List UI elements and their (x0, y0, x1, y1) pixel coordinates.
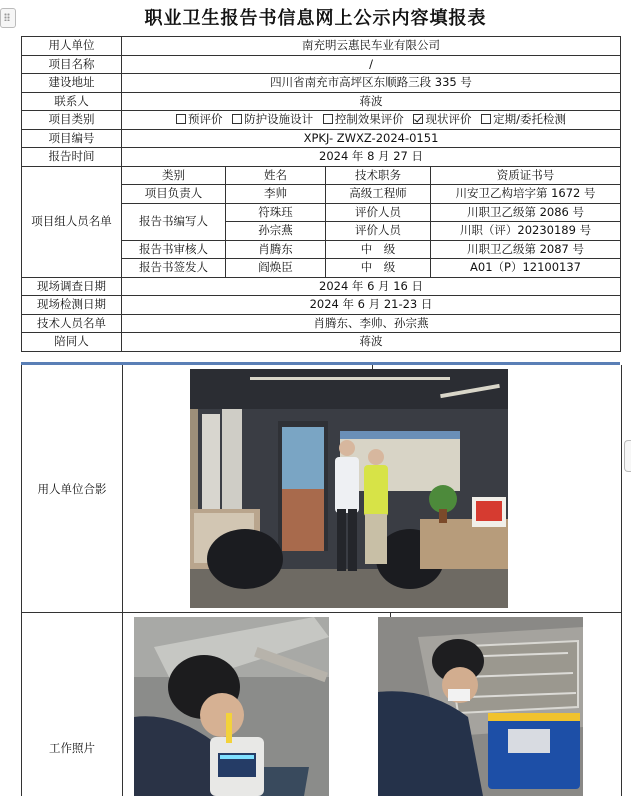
member-category: 报告书审核人 (122, 240, 226, 259)
row-report-time (22, 148, 621, 167)
employer-label: 用人单位 (22, 37, 122, 56)
project-name-label: 项目名称 (22, 55, 122, 74)
checkbox-checked-icon[interactable] (413, 114, 423, 124)
member-title: 评价人员 (326, 203, 431, 222)
project-name-value: / (122, 55, 621, 74)
member-cert: 川职卫乙级第 2086 号 (431, 203, 621, 222)
address-value: 四川省南充市高坪区东顺路三段 335 号 (122, 74, 621, 93)
row-project-code (22, 129, 621, 148)
technicians-value: 肖腾东、李帅、孙宗燕 (122, 314, 621, 333)
technicians-label: 技术人员名单 (22, 314, 122, 333)
row-escort (22, 333, 621, 352)
option-pre-evaluation[interactable]: 预评价 (176, 112, 223, 126)
member-title: 评价人员 (326, 222, 431, 241)
checkbox-icon[interactable] (481, 114, 491, 124)
member-title: 中 级 (326, 259, 431, 278)
checkbox-icon[interactable] (232, 114, 242, 124)
row-project-name (22, 55, 621, 74)
right-panel-handle[interactable] (624, 440, 631, 472)
escort-label: 陪同人 (22, 333, 122, 352)
contact-value: 蒋波 (122, 92, 621, 111)
team-label: 项目组人员名单 (22, 166, 122, 277)
member-name: 肖腾东 (226, 240, 326, 259)
member-cert: 川安卫乙构培字第 1672 号 (431, 185, 621, 204)
member-category: 项目负责人 (122, 185, 226, 204)
member-name: 符珠珏 (226, 203, 326, 222)
team-header-title: 技术职务 (326, 166, 431, 185)
row-technicians (22, 314, 621, 333)
member-title: 中 级 (326, 240, 431, 259)
report-time-label: 报告时间 (22, 148, 122, 167)
employer-value: 南充明云惠民车业有限公司 (122, 37, 621, 56)
row-testing-date (22, 296, 621, 315)
member-cert: A01（P）12100137 (431, 259, 621, 278)
option-periodic-testing[interactable]: 定期/委托检测 (481, 112, 566, 126)
project-code-value: XPKJ- ZWXZ-2024-0151 (122, 129, 621, 148)
work-photo-label: 工作照片 (49, 741, 95, 755)
option-control-effect[interactable]: 控制效果评价 (323, 112, 404, 126)
photo-section (21, 365, 622, 796)
survey-date-value: 2024 年 6 月 16 日 (122, 277, 621, 296)
group-photo (190, 369, 508, 608)
project-code-label: 项目编号 (22, 129, 122, 148)
address-label: 建设地址 (22, 74, 122, 93)
escort-value: 蒋波 (122, 333, 621, 352)
member-category: 报告书签发人 (122, 259, 226, 278)
member-category: 报告书编写人 (122, 203, 226, 240)
team-header-cert: 资质证书号 (431, 166, 621, 185)
team-header-name: 姓名 (226, 166, 326, 185)
option-protection-design[interactable]: 防护设施设计 (232, 112, 313, 126)
work-photo-left (134, 617, 329, 796)
row-survey-date (22, 277, 621, 296)
team-header-row (22, 166, 621, 185)
disclosure-form-table (21, 36, 621, 352)
checkbox-icon[interactable] (323, 114, 333, 124)
row-employer (22, 37, 621, 56)
testing-date-value: 2024 年 6 月 21-23 日 (122, 296, 621, 315)
team-header-category: 类别 (122, 166, 226, 185)
member-cert: 川职卫乙级第 2087 号 (431, 240, 621, 259)
work-photo-right (378, 617, 583, 796)
row-project-type (22, 111, 621, 130)
testing-date-label: 现场检测日期 (22, 296, 122, 315)
employer-photo-label: 用人单位合影 (37, 482, 107, 496)
member-name: 阎焕臣 (226, 259, 326, 278)
member-title: 高级工程师 (326, 185, 431, 204)
option-status-evaluation[interactable]: 现状评价 (413, 112, 471, 126)
checkbox-icon[interactable] (176, 114, 186, 124)
page-title: 职业卫生报告书信息网上公示内容填报表 (144, 8, 487, 29)
photo-row-divider (22, 612, 621, 613)
row-address (22, 74, 621, 93)
row-contact (22, 92, 621, 111)
member-name: 孙宗燕 (226, 222, 326, 241)
photo-label-column (22, 365, 123, 796)
contact-label: 联系人 (22, 92, 122, 111)
report-time-value: 2024 年 8 月 27 日 (122, 148, 621, 167)
member-name: 李帅 (226, 185, 326, 204)
project-type-options (122, 111, 621, 130)
project-type-label: 项目类别 (22, 111, 122, 130)
member-cert: 川职（评）20230189 号 (431, 222, 621, 241)
survey-date-label: 现场调查日期 (22, 277, 122, 296)
